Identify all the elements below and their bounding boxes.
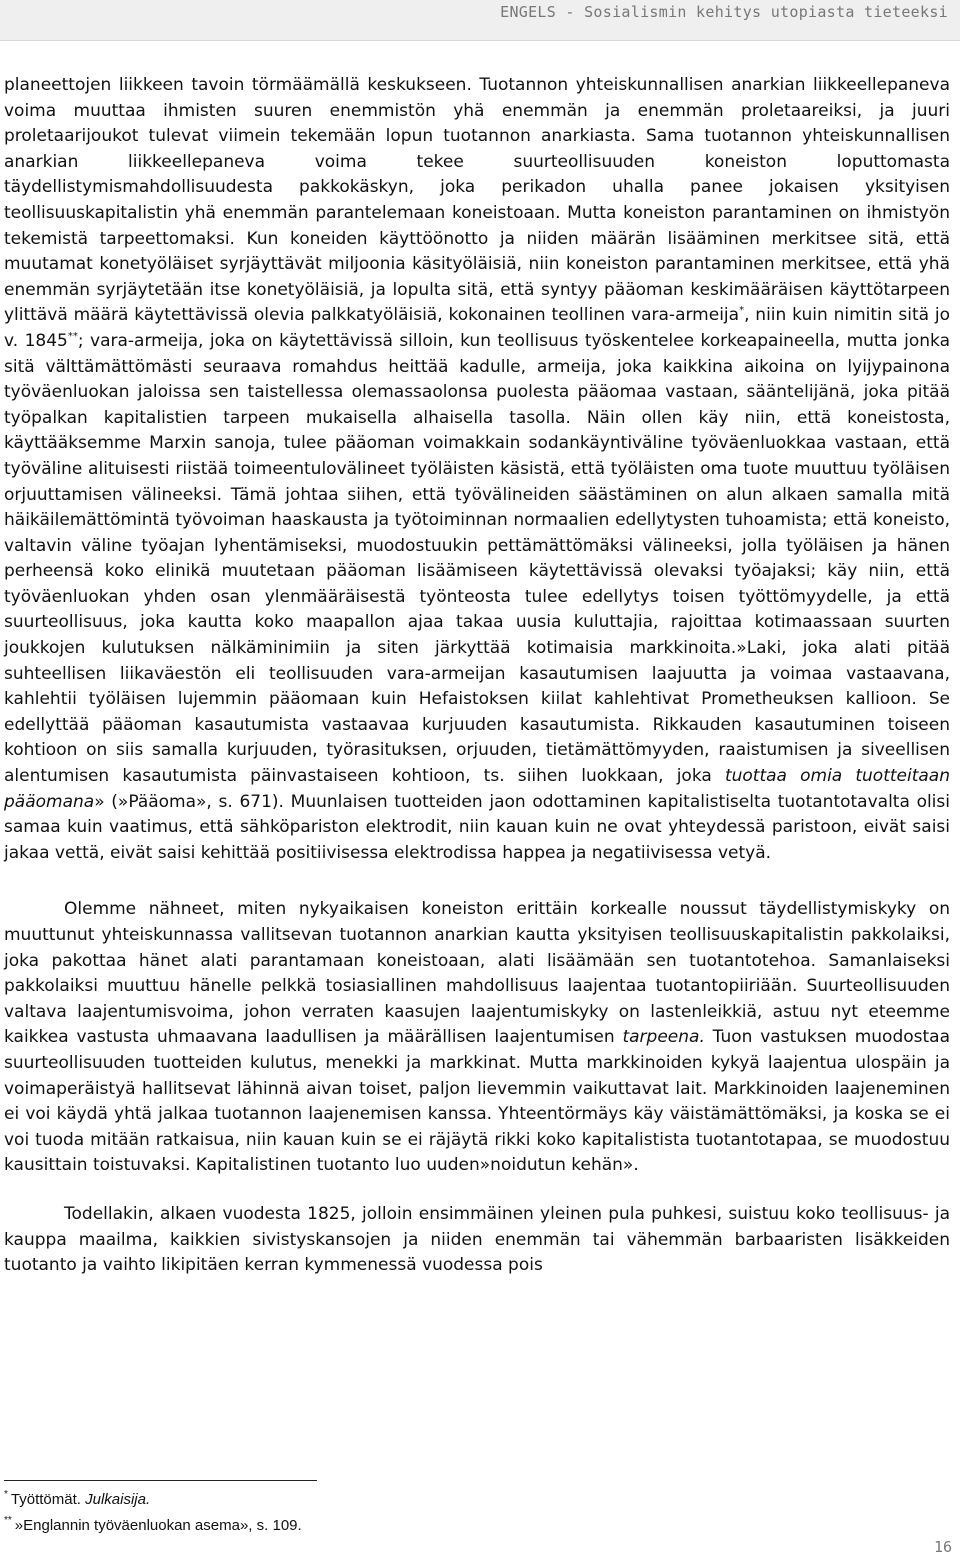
footnotes bbox=[4, 1487, 704, 1539]
paragraph-1-text: planeettojen liikkeen tavoin törmäämällä keskukseen. Tuotannon yhteiskunnallisen anarkian liikkeellepaneva voima muuttaa ihmisten suuren enemmistön yhä enemmän ja enemmän proletaareiksi, ja juuri proletaarijoukot tulevat viimein tekemään lopun tuotannon anarkiasta. Sama tuotannon yhteiskunnallisen anarkian liikkeellepaneva voima tekee suurteollisuuden koneiston loputtomasta täydellistymismahdollisuudesta pakkokäskyn, joka perikadon uhalla panee jokaisen yksityisen teollisuuskapitalistin yhä enemmän parantelemaan koneistoaan. Mutta koneiston parantaminen on ihmistyön tekemistä tarpeettomaksi. Kun koneiden käyttöönotto ja niiden määrän lisääminen merkitsee sitä, että muutamat konetyöläiset syrjäyttävät miljoonia käsityöläisiä, niin koneiston parantaminen merkitsee, että yhä enemmän syrjäytetään itse konetyöläisiä, ja lopulta sitä, että syntyy pääoman keskimääräisen käyttötarpeen ylittävä määrä käytettävissä olevia palkkatyöläisiä, kokonainen teollinen vara-armeija bbox=[4, 75, 950, 326]
paragraph-1 bbox=[4, 73, 950, 866]
footnote-2 bbox=[4, 1513, 704, 1539]
paragraph-3 bbox=[4, 1202, 950, 1279]
paragraph-3-text: Todellakin, alkaen vuodesta 1825, jolloin ensimmäinen yleinen pula puhkesi, suistuu koko teollisuus- ja kauppa maailma, kaikkien sivistyskansojen ja niiden enemmän tai vähemmän barbaaristen lisäkkeiden tuotanto ja vaihto likipitäen kerran kymmenessä vuodessa pois bbox=[4, 1203, 950, 1276]
footnote-text: »Englannin työväenluokan asema», s. 109. bbox=[14, 1517, 302, 1534]
italic-emphasis: tarpeena. bbox=[622, 1027, 705, 1048]
footnote-divider bbox=[4, 1480, 317, 1481]
page-number: 16 bbox=[933, 1538, 952, 1556]
footnote-mark: ** bbox=[4, 1515, 12, 1526]
paragraph-2-text: Tuon vastuksen muodostaa suurteollisuuden tuotteiden kulutus, menekki ja markkinat. Mutta markkinoiden kykyä laajentua ulospäin ja voimaperäistyä hallitsevat lähinnä aivan toiset, paljon lievemmin vaikuttavat lait. Markkinoiden laajeneminen ei voi käydä yhtä jalkaa tuotannon laajenemisen kanssa. Yhteentörmäys käy väistämättömäksi, ja koska se ei voi tuoda mitään ratkaisua, niin kauan kuin se ei räjäytä rikki koko kapitalistista tuotantotapaa, se muodostuu kausittain toistuvaksi. Kapitalistinen tuotanto luo uuden»noidutun kehän». bbox=[4, 1027, 950, 1176]
italic-emphasis: tuottaa omia tuotteitaan pääomana bbox=[4, 766, 950, 812]
paragraph-1-text: ; vara-armeija, joka on käytettävissä silloin, kun teollisuus työskentelee korkeapaineella, mutta jonka sitä välttämättömästi seuraava romahdus heittää kadulle, armeija, joka kaikkina aikoina on lyijypainona työväenluokan jaloissa sen taistellessa olemassaolonsa puolesta pääomaa vastaan, sääntelijänä, joka pitää työpalkan kapitalistien tarpeen mukaisella alhaisella tasolla. Näin ollen käy niin, että koneistosta, käyttääksemme Marxin sanoja, tulee pääoman voimakkain sodankäyntiväline työväenluokkaa vastaan, että työväline alituisesti riistää toimeentulovälineet työläisten käsistä, että työläisten oma tuote muuttuu työläisen orjuuttamisen välineeksi. Tämä johtaa siihen, että työvälineiden säästäminen on alun alkaen samalla mitä häikäilemättömintä työvoiman haaskausta ja työtoiminnan normaalien edellytysten tuhoamista; että koneisto, valtavin väline työajan lyhentämiseksi, muodostuukin pettämättömäksi välineeksi, jolla työläisen ja hänen perheensä koko elinikä muutetaan pääoman lisäämiseen käytettävissä olevaksi työajaksi; käy niin, että työväenluokan yhden osan ylenmääräisestä työnteosta tulee edellytys toisen työttömyydelle, ja että suurteollisuus, joka kautta koko maapallon ajaa takaa uusia kuluttajia, rajoittaa kotimaassaan suurten joukkojen kulutuksen nälkäminimiin ja siten järkyttää kotimaisia markkinoita.»Laki, joka alati pitää suhteellisen liikaväestön eli teollisuuden vara-armeijan kasautumisen laajuutta ja voimaa vastaavana, kahlehtii työläisen lujemmin pääomaan kuin Hefaistoksen kiilat kahlehtivat Prometheuksen kallioon. Se edellyttää pääoman kasautumista vastaavaa kurjuuden kasautumista. Rikkauden kasautuminen toiseen kohtioon on siis samalla kurjuuden, työrasituksen, orjuuden, tietämättömyyden, raaistumisen ja siveellisen alentumisen kasautumista päinvastaiseen kohtioon, ts. siihen luokkaan, joka bbox=[4, 330, 950, 787]
footnote-italic: Julkaisija. bbox=[85, 1491, 151, 1508]
footnote-ref-2: ** bbox=[67, 330, 78, 342]
footnote-1 bbox=[4, 1487, 704, 1513]
paragraph-1-text: » (»Pääoma», s. 671). Muunlaisen tuotteiden jaon odottaminen kapitalistiselta tuotantotavalta olisi samaa kuin vaatimus, että sähköpariston elektrodit, niin kauan kuin ne ovat yhteydessä paristoon, eivät saisi jakaa vettä, eivät saisi kehittää positiivisessa elektrodissa happea ja negatiivisessa vetyä. bbox=[4, 791, 950, 863]
running-header bbox=[0, 0, 960, 41]
paragraph-2 bbox=[4, 897, 950, 1179]
paragraph-2-text: Olemme nähneet, miten nykyaikaisen koneiston erittäin korkealle noussut täydellistymiskyky on muuttunut yhteiskunnassa vallitsevan tuotannon anarkian kautta yksityisen teollisuuskapitalistin pakkolaiksi, joka pakottaa hänet alati parantamaan koneistoaan, alati lisäämään sen tuotantotehoa. Samanlaiseksi pakkolaiksi muuttuu hänelle pelkkä tosiasiallinen mahdollisuus laajentaa tuotantopiiriään. Suurteollisuuden valtava laajentumisvoima, johon verraten kaasujen laajentumiskyky on lastenleikkiä, astuu nyt eteemme kaikkea vastusta uhmaavana laadullisen ja määrällisen laajentumisen bbox=[4, 899, 950, 1048]
paragraph-1-text: , niin kuin nimitin sitä jo v. 1845 bbox=[4, 305, 950, 351]
body-text bbox=[4, 73, 950, 1279]
running-header-title: ENGELS - Sosialismin kehitys utopiasta tieteeksi bbox=[500, 3, 948, 21]
footnote-mark: * bbox=[4, 1489, 8, 1500]
footnote-text: Työttömät. bbox=[10, 1491, 86, 1508]
footnote-ref-1: * bbox=[739, 305, 745, 317]
